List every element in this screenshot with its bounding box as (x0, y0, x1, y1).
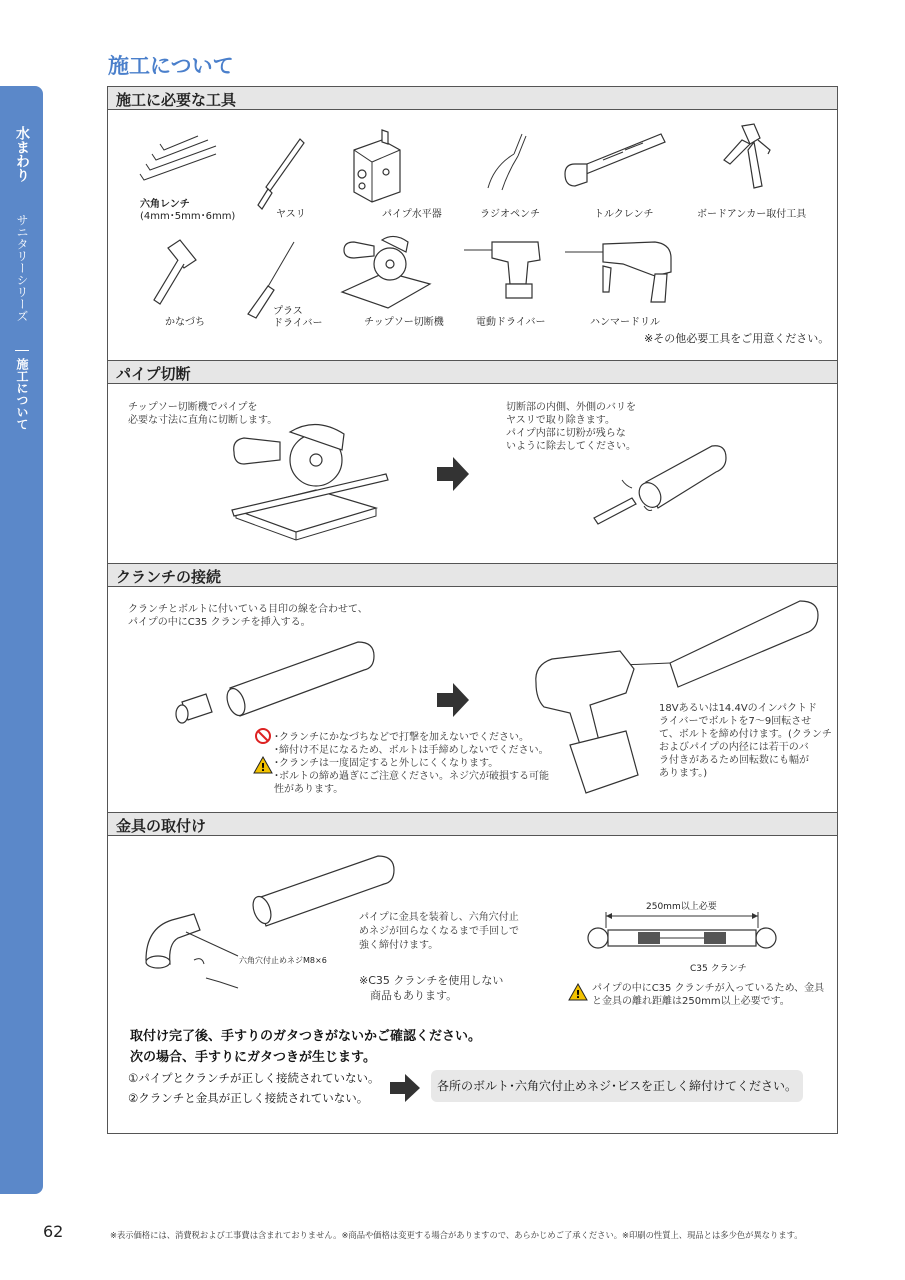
tool-label-electric-driver: 電動ドライバー (476, 317, 546, 328)
warning-icon (253, 756, 273, 774)
c35-note: ※C35 クランチを使用しない 商品もあります。 (359, 974, 504, 1002)
fitting-instruction-text: パイプに金具を装着し、六角穴付止 めネジが回らなくなるまで手回しで 強く締付けます。 (359, 912, 519, 951)
svg-text:!: ! (260, 761, 266, 774)
tool-label-radio-pliers: ラジオペンチ (480, 209, 540, 220)
section-header-fitting: 金具の取付け (108, 812, 837, 836)
tool-label-hammer-drill: ハンマードリル (590, 317, 660, 328)
side-tab-category: 水まわり (14, 126, 30, 182)
section-header-cutting: パイプ切断 (108, 360, 837, 384)
tool-label-hex-wrench-sizes: (4mm･5mm･6mm) (140, 211, 236, 222)
arrow-right-icon (437, 683, 469, 717)
warning-icon (568, 983, 588, 1001)
hammer-drill-icon (563, 238, 678, 306)
chip-saw-cutting-illustration (226, 420, 391, 540)
cutting-step1-text: チップソー切断機でパイプを 必要な寸法に直角に切断します。 (128, 402, 278, 426)
tool-label-screwdriver-2: ドライバー (273, 318, 323, 329)
tool-label-hex-wrench: 六角レンチ (140, 199, 190, 210)
side-tab-current: 施工について (15, 358, 29, 430)
side-tab-series: サニタリーシリーズ (15, 214, 29, 322)
side-tab-divider (15, 350, 29, 351)
section-header-clutch: クランチの接続 (108, 563, 837, 587)
electric-driver-icon (462, 238, 544, 302)
file-icon (256, 137, 306, 212)
radio-pliers-icon (484, 132, 529, 192)
clutch-pipe-illustration (168, 638, 378, 726)
clutch-caution-text: ･締付け不足になるため、ボルトは手締めしないでください。 ･クランチは一度固定すると外しにくくなります。 ･ボルトの締め過ぎにご注意ください。ネジ穴が破損する可能 性があります。 (274, 745, 549, 795)
clutch-step2-text: 18Vあるいは14.4Vのインパクトド ライバーでボルトを7～9回転させ て、ボルトを締め付けます。(クランチ およびパイプの内径には若干のバ ラ付きがあるため回転数にも幅が あります。) (659, 703, 832, 779)
prohibition-icon (255, 728, 271, 744)
arrow-right-icon (437, 457, 469, 491)
svg-text:!: ! (575, 988, 581, 1001)
action-box: 各所のボルト･六角穴付止めネジ･ビスを正しく締付けてください。 (431, 1070, 803, 1102)
hex-wrench-icon (138, 132, 223, 187)
hammer-icon (150, 238, 210, 310)
footer-disclaimer: ※表示価格には、消費税および工事費は含まれておりません。※商品や価格は変更する場合がありますので、あらかじめご了承ください。※印刷の性質上、現品とは多少色が異なります。 (110, 1230, 803, 1240)
clutch-prohibition-text: ･クランチにかなづちなどで打撃を加えないでください。 (274, 732, 529, 743)
tool-label-board-anchor-tool: ボードアンカー取付工具 (697, 209, 807, 220)
side-tab (0, 86, 43, 1194)
page-title: 施工について (108, 54, 234, 78)
tool-label-screwdriver-1: プラス (273, 306, 303, 317)
check-message: 取付け完了後、手すりのガタつきがないかご確認ください。 次の場合、手すりにガタつきが生じます。 (130, 1029, 482, 1065)
torque-wrench-icon (563, 130, 668, 190)
clutch-step1-text: クランチとボルトに付いている目印の線を合わせて、 パイプの中にC35 クランチを挿入する。 (128, 604, 368, 628)
tool-label-file: ヤスリ (276, 209, 306, 220)
arrow-right-icon (390, 1074, 420, 1102)
c35-label: C35 クランチ (690, 964, 747, 974)
deburring-illustration (592, 440, 732, 526)
distance-note: パイプの中にC35 クランチが入っているため、金具 と金具の離れ距離は250mm以上必要です。 (592, 983, 825, 1007)
distance-diagram (586, 908, 778, 960)
board-anchor-tool-icon (720, 122, 775, 197)
page-number: 62 (43, 1222, 64, 1241)
tool-label-pipe-level: パイプ水平器 (382, 209, 442, 220)
dimension-label: 250mm以上必要 (646, 902, 717, 912)
section-header-tools: 施工に必要な工具 (108, 86, 837, 110)
pipe-level-icon (348, 128, 408, 204)
tool-label-chip-saw: チップソー切断機 (364, 317, 444, 328)
screw-label: 六角穴付止めネジM8×6 (239, 956, 327, 965)
cutting-step2-text: 切断部の内側、外側のバリを ヤスリで取り除きます。 パイプ内部に切粉が残らな いように除去してください。 (506, 402, 636, 452)
chip-saw-icon (338, 232, 433, 310)
tool-label-torque-wrench: トルクレンチ (594, 209, 654, 220)
failure-cases: ①パイプとクランチが正しく接続されていない。 ②クランチと金具が正しく接続されていない。 (128, 1071, 380, 1105)
tools-note: ※その他必要工具をご用意ください。 (644, 332, 830, 345)
tool-label-hammer: かなづち (165, 317, 205, 328)
